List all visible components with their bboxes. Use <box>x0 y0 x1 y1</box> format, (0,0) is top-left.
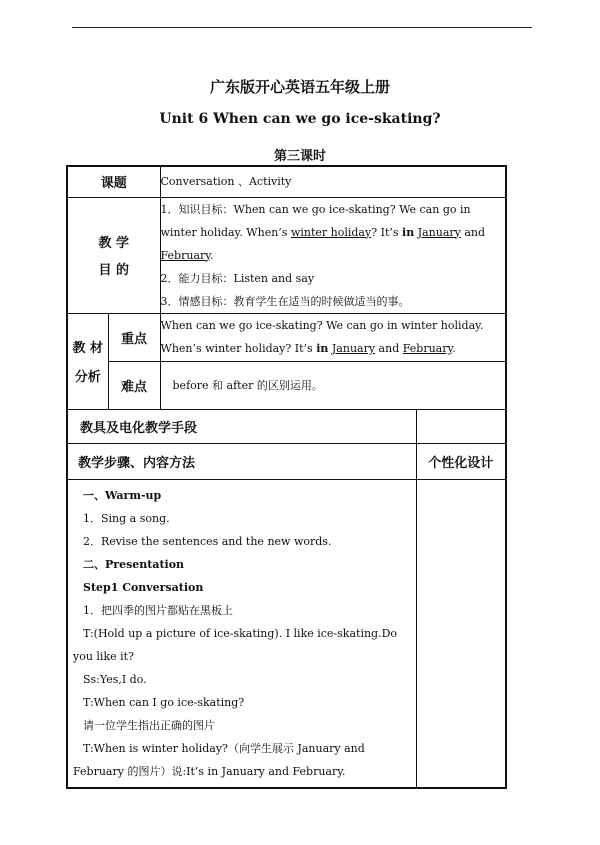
analysis-label: 教 材 分析 <box>67 313 108 409</box>
warmup-item-2: 2．Revise the sentences and the new words. <box>83 534 332 548</box>
personal-design-label: 个性化设计 <box>416 443 506 479</box>
lesson-plan-table <box>66 165 507 789</box>
personal-design-cell <box>416 479 506 788</box>
step1-item-1: 1．把四季的图片都贴在黑板上 <box>83 603 233 617</box>
objectives-content <box>160 197 506 313</box>
aids-label: 教具及电化教学手段 <box>67 409 416 443</box>
objective-ability: 2．能力目标：Listen and say <box>160 271 315 285</box>
steps-label: 教学步骤、内容方法 <box>67 443 416 479</box>
difficulty-label: 难点 <box>108 361 160 409</box>
difficulty-content: before 和 after 的区别运用。 <box>160 361 506 409</box>
objective-knowledge: 1．知识目标：When can we go ice-skating? We can go in winter holiday. When’s winter holiday? It’s in January and February. <box>160 202 486 262</box>
top-rule <box>72 27 532 28</box>
step1-item-4: T:When can I go ice-skating? <box>83 695 245 709</box>
section-presentation: 二、Presentation <box>83 557 185 571</box>
step1-item-6: T:When is winter holiday?（向学生展示 January and February 的图片）说:It’s in January and February. <box>73 741 365 778</box>
topic-value: Conversation 、Activity <box>160 166 506 197</box>
lesson-title: 第三课时 <box>273 149 326 164</box>
topic-label: 课题 <box>67 166 160 197</box>
step1-title: Step1 Conversation <box>83 580 204 594</box>
step1-item-2: T:(Hold up a picture of ice-skating). I like ice-skating.Do you like it? <box>73 626 398 663</box>
key-row <box>67 313 506 361</box>
book-title: 广东版开心英语五年级上册 <box>209 78 390 96</box>
section-warmup: 一、Warm-up <box>83 488 162 502</box>
steps-header-row <box>67 443 506 479</box>
key-label: 重点 <box>108 313 160 361</box>
step1-item-3: Ss:Yes,I do. <box>83 672 147 686</box>
topic-row <box>67 166 506 197</box>
steps-row <box>67 479 506 788</box>
objective-emotion: 3．情感目标：教育学生在适当的时候做适当的事。 <box>160 294 410 308</box>
objectives-row <box>67 197 506 313</box>
unit-title: Unit 6 When can we go ice-skating? <box>159 111 441 127</box>
steps-content <box>67 479 416 788</box>
objectives-label: 教 学 目 的 <box>67 197 160 313</box>
key-content: When can we go ice-skating? We can go in winter holiday. When’s winter holiday? It’s in January and February. <box>160 313 506 361</box>
step1-item-5: 请一位学生指出正确的图片 <box>83 718 215 732</box>
difficulty-row <box>67 361 506 409</box>
aids-row <box>67 409 506 443</box>
warmup-item-1: 1．Sing a song. <box>83 511 170 525</box>
